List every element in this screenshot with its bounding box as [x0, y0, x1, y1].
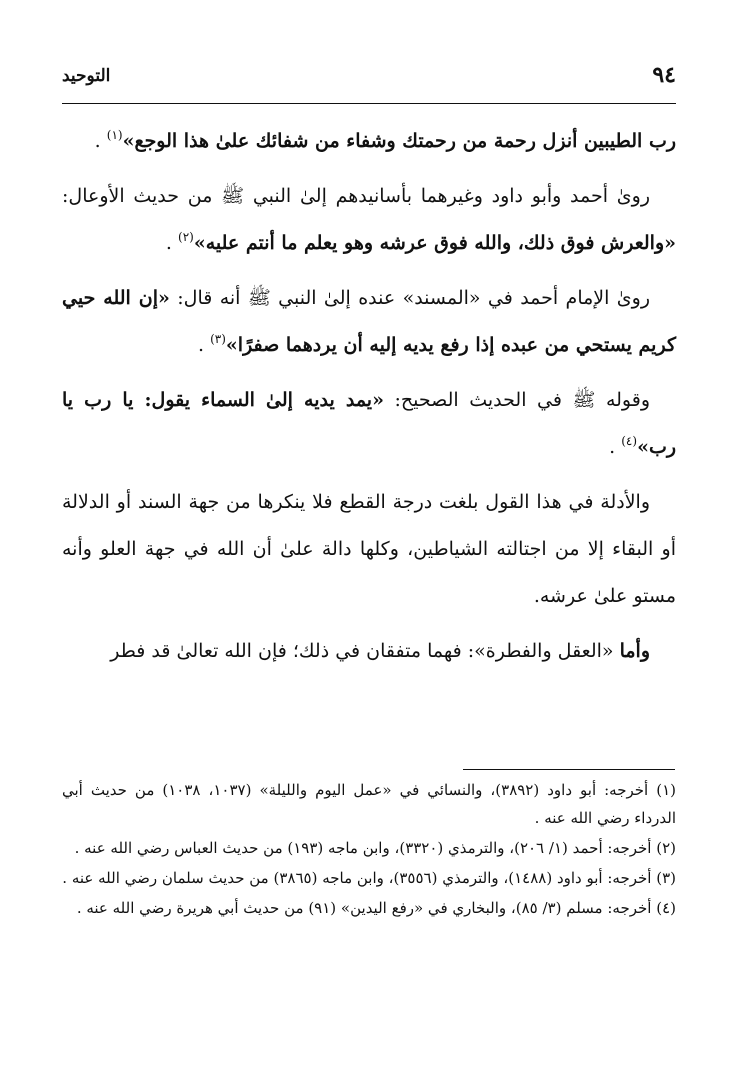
paragraph-text: روىٰ أحمد وأبو داود وغيرهما بأسانيدهم إلىٰ النبي ﷺ من حديث الأوعال: — [62, 185, 650, 207]
punctuation: . — [165, 232, 178, 254]
punctuation: . — [609, 436, 622, 458]
footnote-1: (١) أخرجه: أبو داود (٣٨٩٢)، والنسائي في «عمل اليوم والليلة» (١٠٣٧، ١٠٣٨) من حديث أبي الدرداء رضي الله عنه . — [62, 781, 676, 827]
main-text — [62, 118, 676, 683]
running-title: التوحيد — [62, 66, 111, 86]
paragraph-4 — [62, 377, 676, 471]
paragraph-2 — [62, 173, 676, 267]
paragraph-3 — [62, 275, 676, 369]
punctuation: . — [94, 130, 107, 152]
paragraph-text: وقوله ﷺ في الحديث الصحيح: — [383, 389, 650, 411]
paragraph-text: والأدلة في هذا القول بلغت درجة القطع فلا ينكرها من جهة السند أو الدلالة أو البقاء إلا من اجتالته الشياطين، وكلها دالة علىٰ أن الله في جهة العلو وأنه مستو علىٰ عرشه. — [62, 491, 676, 607]
footnote-2: (٢) أخرجه: أحمد (١/ ٢٠٦)، والترمذي (٣٣٢٠)، وابن ماجه (١٩٣) من حديث العباس رضي الله عنه . — [74, 839, 676, 857]
footnote-3: (٣) أخرجه: أبو داود (١٤٨٨)، والترمذي (٣٥٥٦)، وابن ماجه (٣٨٦٥) من حديث سلمان رضي الله عنه . — [62, 869, 676, 887]
footnote-divider — [463, 769, 675, 770]
punctuation: . — [198, 334, 211, 356]
bold-lead-word: وأما — [619, 640, 650, 662]
footnotes — [62, 776, 676, 924]
paragraph-6 — [62, 628, 676, 675]
paragraph-text: «العقل والفطرة»: فهما متفقان في ذلك؛ فإن الله تعالىٰ قد فطر — [110, 640, 620, 662]
hadith-quote: «والعرش فوق ذلك، والله فوق عرشه وهو يعلم ما أنتم عليه» — [193, 232, 676, 254]
hadith-quote: رب الطيبين أنزل رحمة من رحمتك وشفاء من شفائك علىٰ هذا الوجع» — [122, 130, 676, 152]
hadith-quote: «يمد يديه إلىٰ السماء يقول: يا رب يا رب» — [62, 389, 676, 458]
footnote-ref-4: (٤) — [621, 434, 638, 448]
hadith-quote: «إن الله حيي كريم يستحي من عبده إذا رفع يديه إليه أن يردهما صفرًا» — [62, 287, 676, 356]
paragraph-5 — [62, 479, 676, 620]
header-divider — [62, 103, 676, 104]
paragraph-text: روىٰ الإمام أحمد في «المسند» عنده إلىٰ النبي ﷺ أنه قال: — [169, 287, 650, 309]
page-header — [62, 62, 676, 92]
footnote-ref-1: (١) — [106, 128, 123, 142]
page-number: ٩٤ — [652, 62, 676, 88]
footnote-ref-3: (٣) — [210, 332, 226, 346]
footnote-4: (٤) أخرجه: مسلم (٣/ ٨٥)، والبخاري في «رفع اليدين» (٩١) من حديث أبي هريرة رضي الله عنه . — [76, 899, 676, 917]
paragraph-1 — [62, 118, 676, 165]
footnote-ref-2: (٢) — [178, 230, 194, 244]
